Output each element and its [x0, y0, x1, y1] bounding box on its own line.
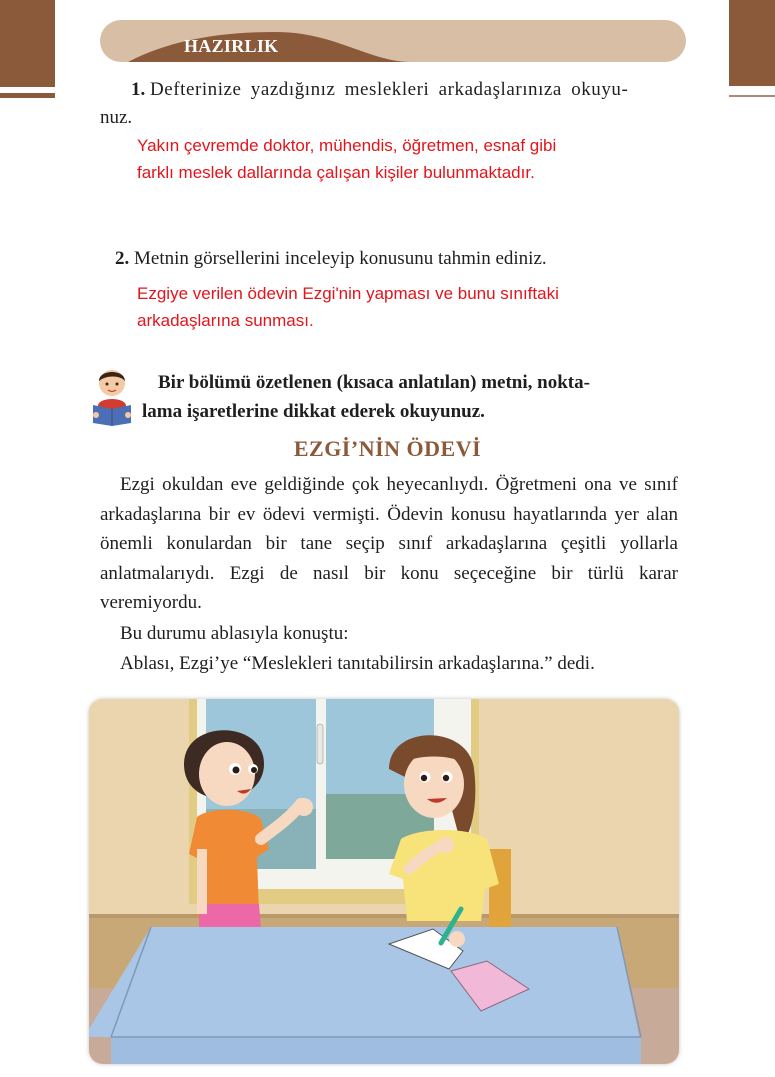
- answer-1: [137, 132, 556, 186]
- story-illustration: [89, 699, 679, 1064]
- instruction-line: Bir bölümü özetlenen (kısaca anlatılan) metni, nokta-: [158, 372, 590, 393]
- question-text-continued: nuz.: [100, 107, 133, 128]
- question-text: Defterinize yazdığınız meslekleri arkadaşlarınıza okuyu-: [150, 79, 629, 100]
- question-1: [131, 76, 686, 104]
- story-text: [100, 470, 678, 679]
- answer-line: farklı meslek dallarında çalışan kişiler bulunmaktadır.: [137, 163, 535, 182]
- story-title: EZGİ’NİN ÖDEVİ: [293, 436, 482, 461]
- answer-line: Yakın çevremde doktor, mühendis, öğretmen, esnaf gibi: [137, 136, 557, 155]
- question-1-continued: [100, 104, 132, 132]
- answer-line: arkadaşlarına sunması.: [137, 311, 314, 330]
- page-edge-line-left: [0, 93, 55, 98]
- two-girls-illustration-image: [89, 699, 679, 1064]
- question-number: 2.: [115, 248, 130, 269]
- page-edge-tab-right: [729, 0, 775, 86]
- answer-line: Ezgiye verilen ödevin Ezgi'nin yapması ve bunu sınıftaki: [137, 284, 559, 303]
- reading-instruction: [142, 368, 697, 426]
- story-paragraph: Ablası, Ezgi’ye “Meslekleri tanıtabilirsin arkadaşlarına.” dedi.: [120, 653, 595, 674]
- story-paragraph: Bu durumu ablasıyla konuştu:: [120, 622, 349, 644]
- section-banner: [100, 20, 686, 62]
- page-edge-line-right: [729, 95, 775, 97]
- question-2: [115, 245, 547, 273]
- reading-boy-icon: [90, 365, 134, 427]
- instruction-line: lama işaretlerine dikkat ederek okuyunuz.: [142, 401, 485, 422]
- question-text: Metnin görsellerini inceleyip konusunu tahmin ediniz.: [134, 248, 547, 269]
- page-edge-tab-left: [0, 0, 55, 87]
- section-title: HAZIRLIK: [184, 36, 279, 56]
- answer-2: [137, 280, 559, 334]
- story-paragraph: Ezgi okuldan eve geldiğinde çok heyecanlıydı. Öğretmeni ona ve sınıf arkadaşlarına bir ev ödevi vermişti. Ödevin konusu hayatlarında yer alan önemli konulardan bir tane seçip sınıf arkadaşlarına çeşitli yollarla anlatmalarıydı. Ezgi de nasıl bir konu seçeceğine bir türlü karar veremiyordu.: [100, 474, 678, 613]
- question-number: 1.: [131, 79, 146, 100]
